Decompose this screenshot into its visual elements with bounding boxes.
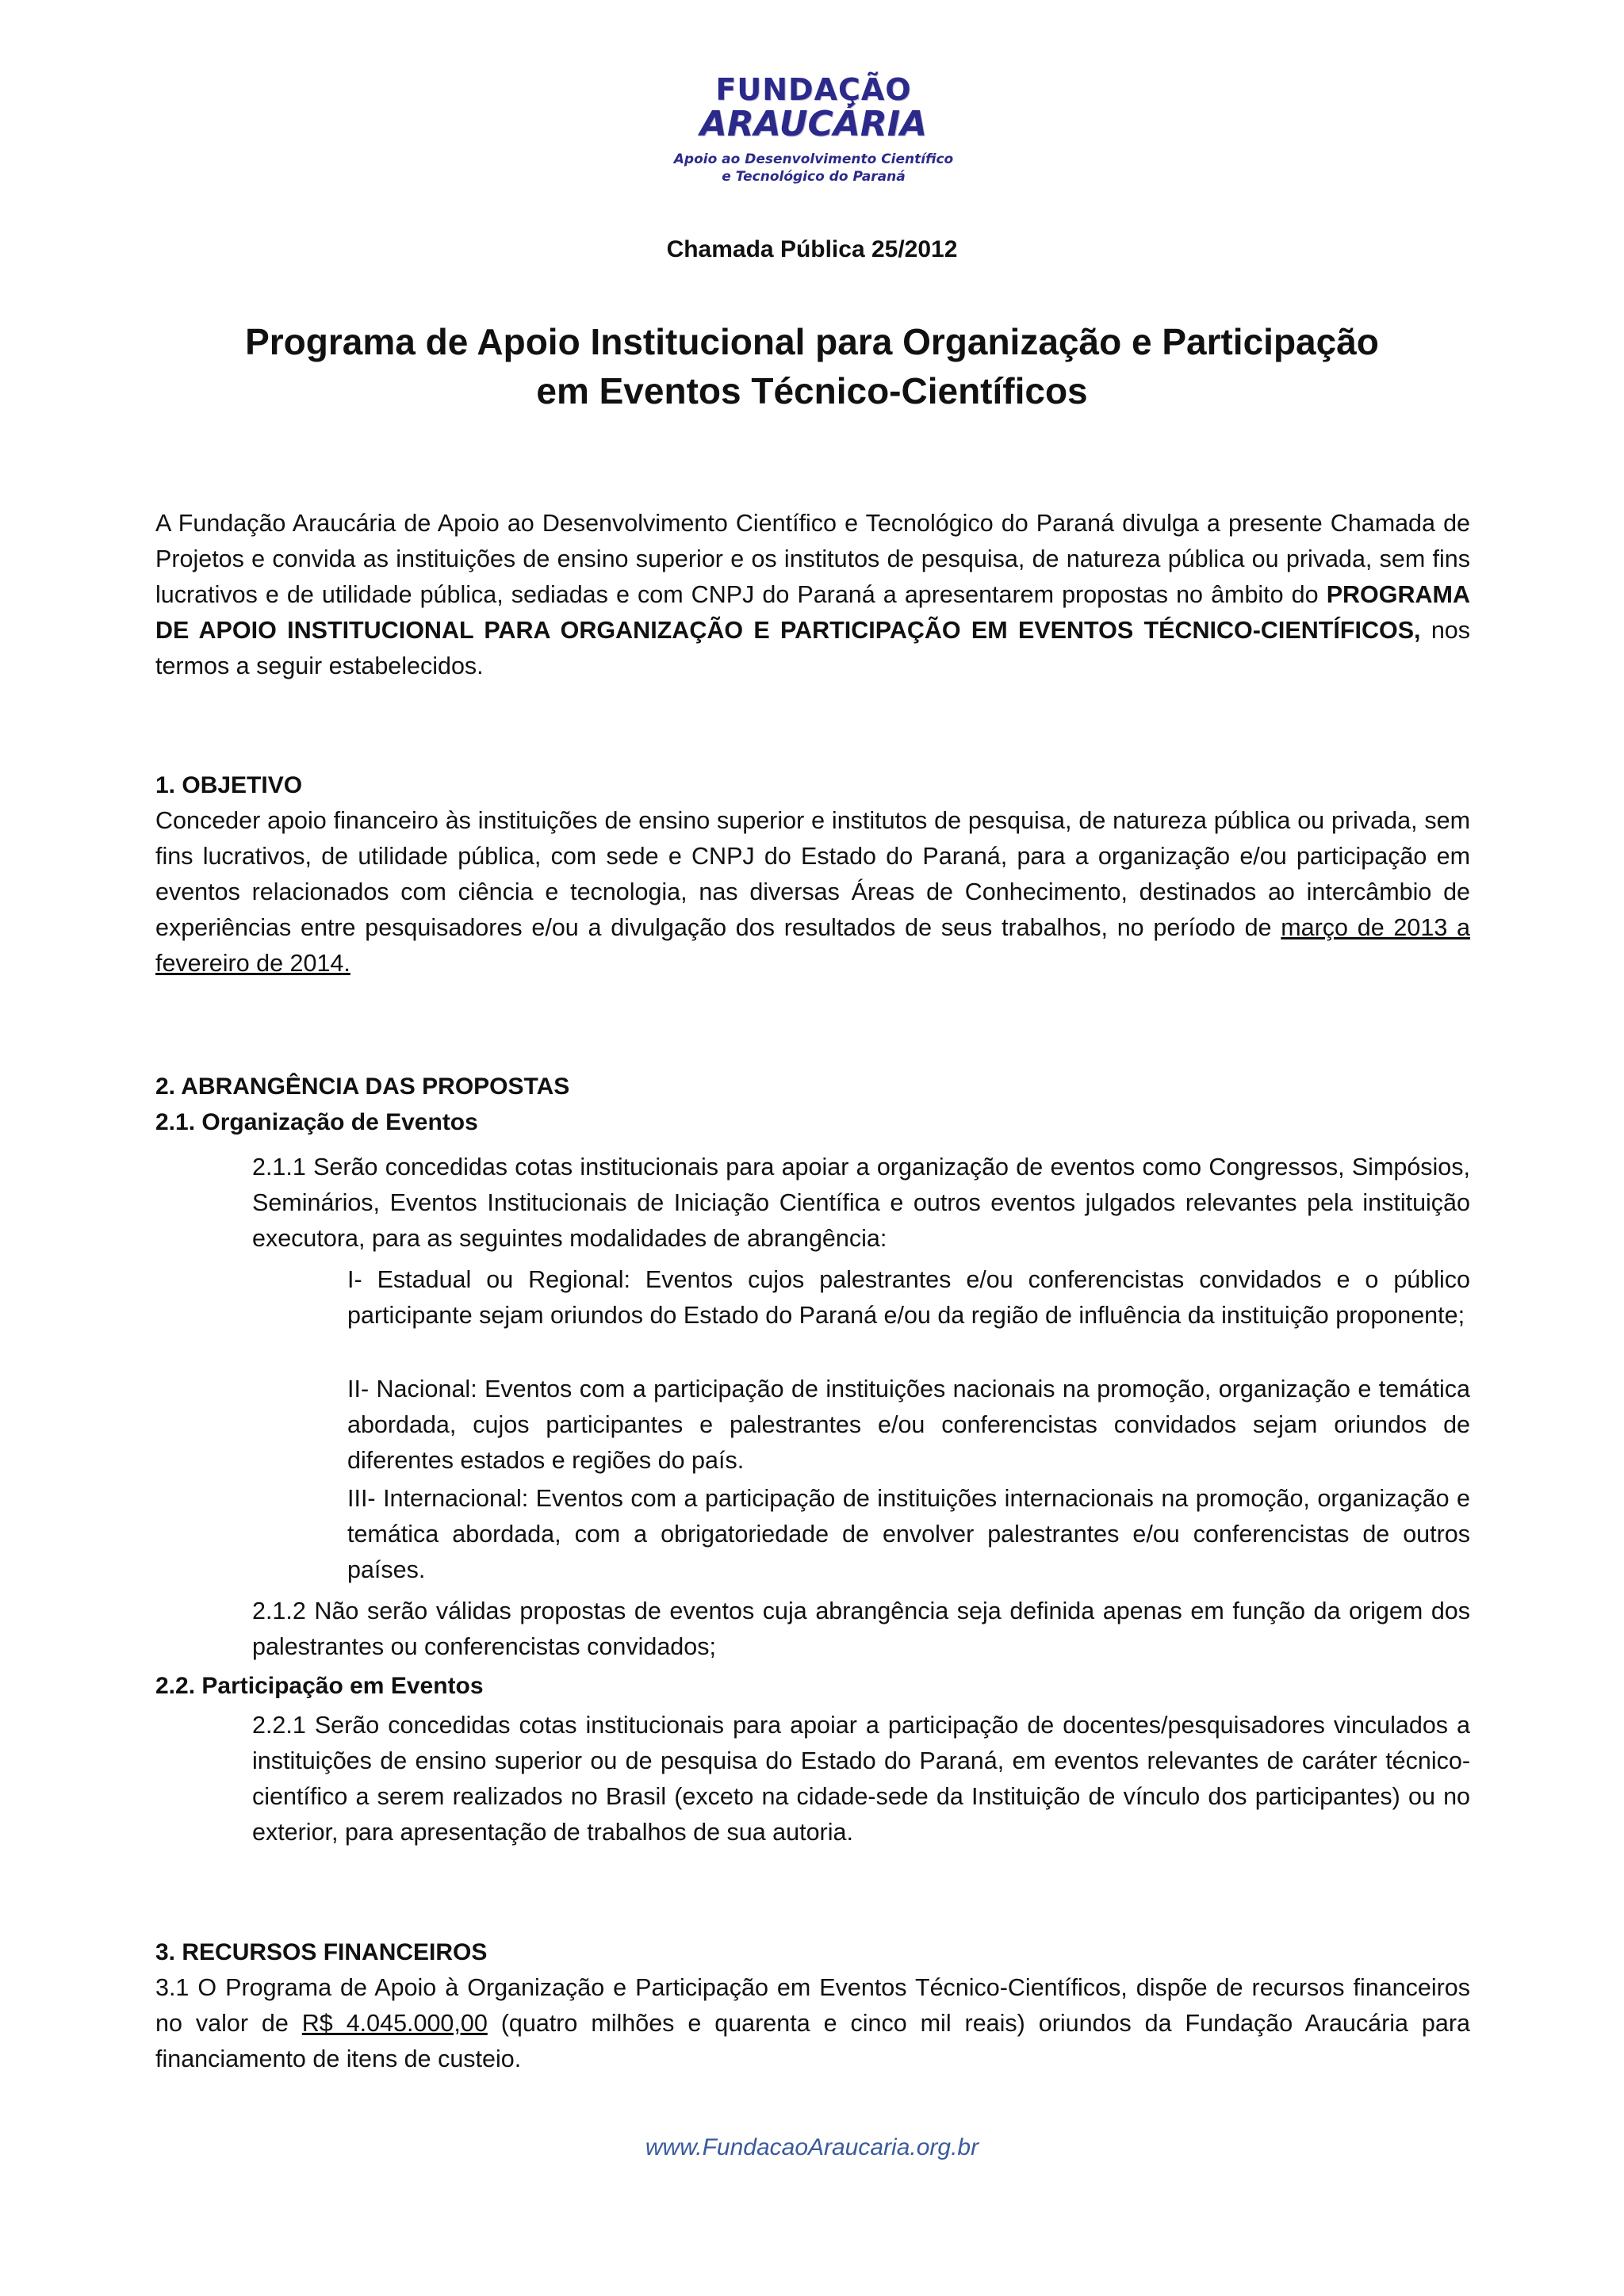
level-internacional: III- Internacional: Eventos com a participação de instituições internacionais na promoção, organização e temática abordada, com a obrigatoriedade de envolver palestrantes e/ou conferencistas de outros países. [347,1485,1470,1583]
section-2-heading: 2. ABRANGÊNCIA DAS PROPOSTAS [155,1073,570,1100]
document-title [0,317,1624,415]
fundacao-araucaria-logo [666,73,961,200]
logo-line-1: FUNDAÇÃO [715,72,912,107]
section-3-heading: 3. RECURSOS FINANCEIROS [155,1939,488,1965]
title-line-1: Programa de Apoio Institucional para Organização e Participação [245,321,1379,362]
section-2-1-heading: 2.1. Organização de Eventos [155,1109,478,1135]
section-1-text: Conceder apoio financeiro às instituições de ensino superior e institutos de pesquisa, de natureza pública ou privada, sem fins lucrativos, de utilidade pública, com sede e CNPJ do Estado do Paraná, para a organização e/ou participação em eventos relacionados com ciência e tecnologia, nas diversas Áreas de Conhecimento, destinados ao intercâmbio de experiências entre pesquisadores e/ou a divulgação dos resultados de seus trabalhos, no período de [155,807,1470,941]
section-2-2-heading: 2.2. Participação em Eventos [155,1673,484,1699]
funding-amount: R$ 4.045.000,00 [301,2010,488,2037]
item-2-1-2: 2.1.2 Não serão válidas propostas de eventos cuja abrangência seja definida apenas em função da origem dos palestrantes ou conferencistas convidados; [252,1598,1470,1660]
logo-tagline-1: Apoio ao Desenvolvimento Científico [673,151,954,167]
item-2-1-1: 2.1.1 Serão concedidas cotas institucionais para apoiar a organização de eventos como Congressos, Simpósios, Seminários, Eventos Institucionais de Iniciação Científica e outros eventos julgados relevantes pela instituição executora, para as seguintes modalidades de abrangência: [252,1154,1470,1252]
section-3-text-before: 3.1 O Programa de Apoio à Organização e Participação em Eventos Técnico-Científicos, dispõe de recursos financeiros no valor de [155,1974,1470,2037]
section-1-period: março de 2013 a fevereiro de 2014. [155,914,1470,977]
logo-tagline-2: e Tecnológico do Paraná [722,169,906,185]
program-name: PROGRAMA DE APOIO INSTITUCIONAL PARA ORGANIZAÇÃO E PARTICIPAÇÃO EM EVENTOS TÉCNICO-CIENTÍFICOS, [155,581,1470,644]
section-3-text-after: (quatro milhões e quarenta e cinco mil reais) oriundos da Fundação Araucária para financiamento de itens de custeio. [155,2010,1470,2072]
section-objetivo [155,767,1470,982]
section-2-heading-block [155,1069,1470,1140]
call-number: Chamada Pública 25/2012 [666,236,958,262]
footer-website-link[interactable]: www.FundacaoAraucaria.org.br [645,2134,979,2160]
section-recursos [155,1934,1470,2077]
title-line-2: em Eventos Técnico-Científicos [536,370,1088,411]
level-estadual: I- Estadual ou Regional: Eventos cujos palestrantes e/ou conferencistas convidados e o público participante sejam oriundos do Estado do Paraná e/ou da região de influência da instituição proponente; [347,1266,1470,1329]
section-2-2-heading-block [155,1668,1470,1704]
logo-line-2: ARAUCÁRIA [699,104,928,144]
intro-paragraph [155,506,1470,684]
intro-text: A Fundação Araucária de Apoio ao Desenvolvimento Científico e Tecnológico do Paraná divulga a presente Chamada de Projetos e convida as instituições de ensino superior e os institutos de pesquisa, de natureza pública ou privada, sem fins lucrativos e de utilidade pública, sediadas e com CNPJ do Paraná a apresentarem propostas no âmbito do [155,510,1470,608]
item-2-2-1: 2.2.1 Serão concedidas cotas institucionais para apoiar a participação de docentes/pesquisadores vinculados a instituições de ensino superior ou de pesquisa do Estado do Paraná, em eventos relevantes de caráter técnico-científico a serem realizados no Brasil (exceto na cidade-sede da Instituição de vínculo dos participantes) ou no exterior, para apresentação de trabalhos de sua autoria. [252,1712,1470,1846]
section-1-heading: 1. OBJETIVO [155,772,303,798]
intro-tail: nos termos a seguir estabelecidos. [155,617,1470,679]
level-nacional: II- Nacional: Eventos com a participação de instituições nacionais na promoção, organização e temática abordada, cujos participantes e palestrantes e/ou conferencistas convidados sejam oriundos de diferentes estados e regiões do país. [347,1376,1470,1474]
